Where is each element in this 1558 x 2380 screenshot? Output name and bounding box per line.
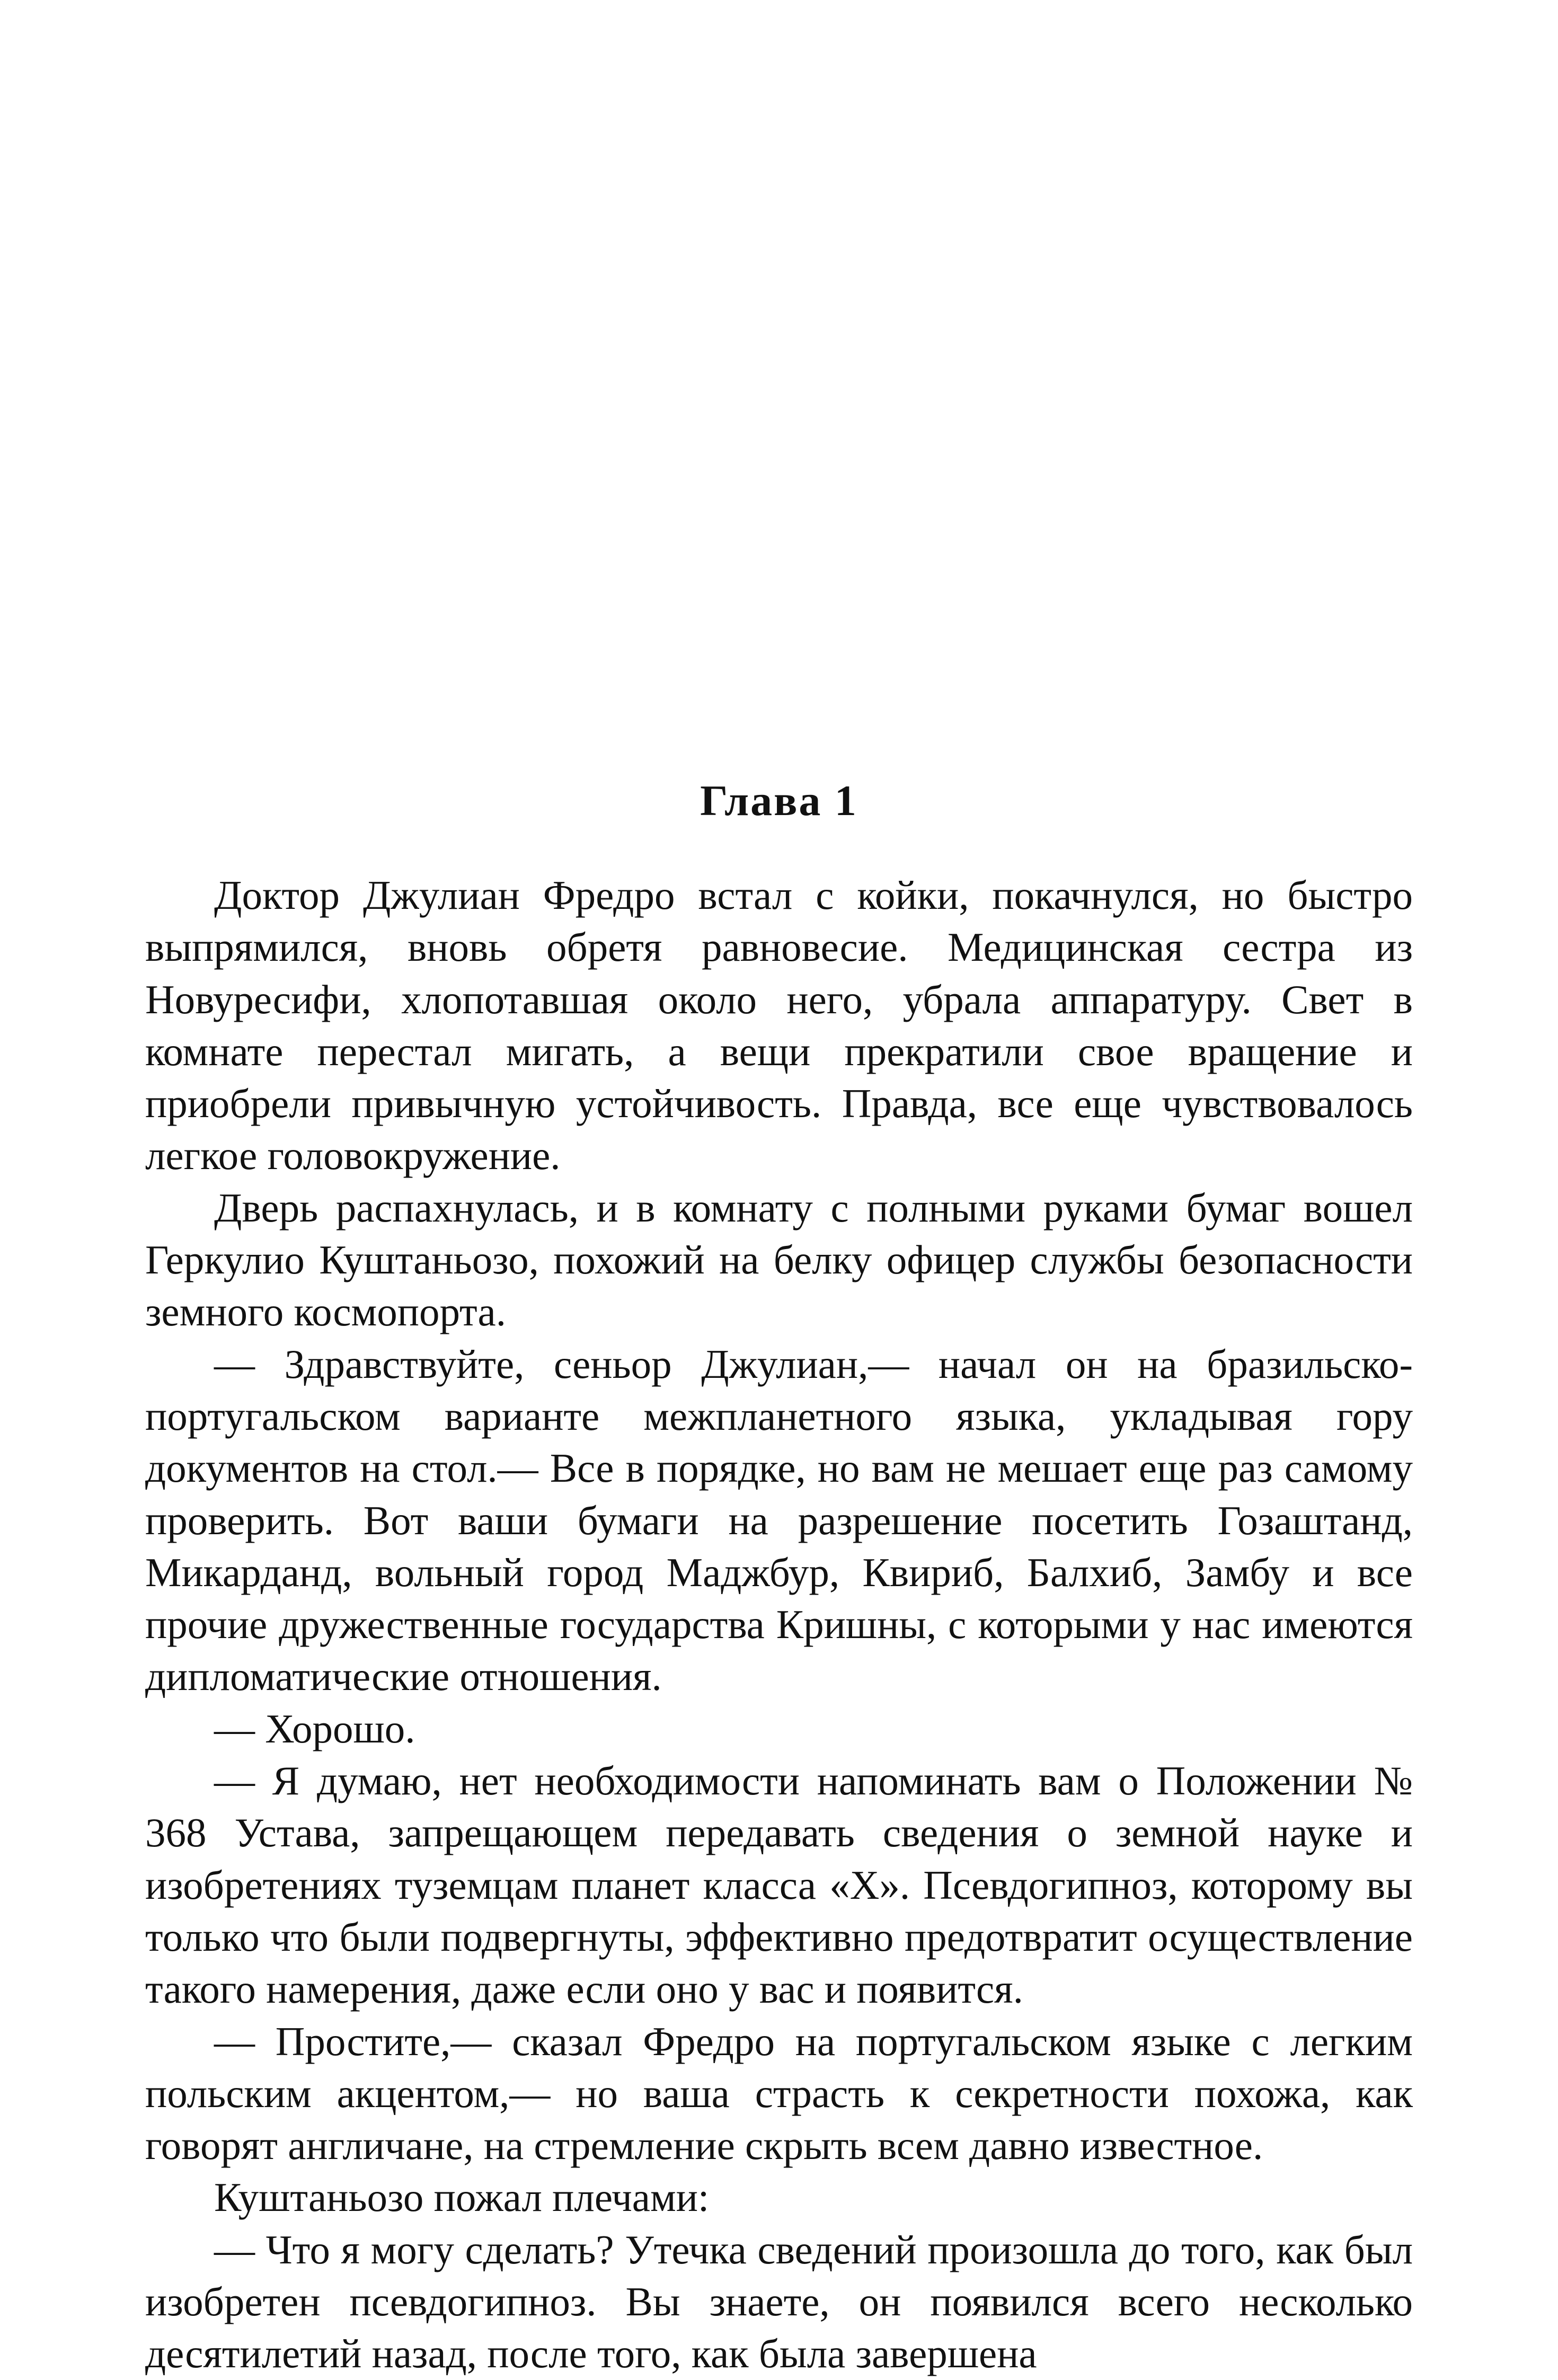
paragraph-7: Куштаньозо пожал плечами: bbox=[214, 2174, 710, 2220]
chapter-title: Глава 1 bbox=[700, 776, 858, 825]
chapter-body bbox=[145, 869, 1413, 2380]
paragraph-3: — Здравствуйте, сеньор Джулиан,— начал он на бразильско-португальском варианте межпланетного языка, укладывая гору документов на стол.— Все в порядке, но вам не мешает еще раз самому проверить. Вот ваши бумаги на разрешение посетить Гозаштанд, Микарданд, вольный город Маджбур, Квириб, Балхиб, Замбу и все прочие дружественные государства Кришны, с которыми у нас имеются дипломатические отношения. bbox=[145, 1341, 1413, 1700]
paragraph-5: — Я думаю, нет необходимости напоминать вам о Положении № 368 Устава, запрещающем передавать сведения о земной науке и изобретениях туземцам планет класса «X». Псевдогипноз, которому вы только что были подвергнуты, эффективно предотвратит осуществление такого намерения, даже если оно у вас и появится. bbox=[145, 1758, 1413, 2012]
paragraph-4: — Хорошо. bbox=[214, 1705, 415, 1751]
paragraph-1: Доктор Джулиан Фредро встал с койки, покачнулся, но быстро выпрямился, вновь обретя равновесие. Медицинская сестра из Новуресифи, хлопотавшая около него, убрала аппаратуру. Свет в комнате перестал мигать, а вещи прекратили свое вращение и приобрели привычную устойчивость. Правда, все еще чувствовалось легкое головокружение. bbox=[145, 872, 1413, 1179]
paragraph-6: — Простите,— сказал Фредро на португальском языке с легким польским акцентом,— но ваша страсть к секретности похожа, как говорят англичане, на стремление скрыть всем давно известное. bbox=[145, 2018, 1413, 2169]
paragraph-2: Дверь распахнулась, и в комнату с полными руками бумаг вошел Геркулио Куштаньозо, похожий на белку офицер службы безопасности земного космопорта. bbox=[145, 1184, 1413, 1335]
paragraph-8: — Что я могу сделать? Утечка сведений произошла до того, как был изобретен псевдогипноз. Вы знаете, он появился всего несколько десятилетий назад, после того, как была завершена bbox=[145, 2226, 1413, 2377]
